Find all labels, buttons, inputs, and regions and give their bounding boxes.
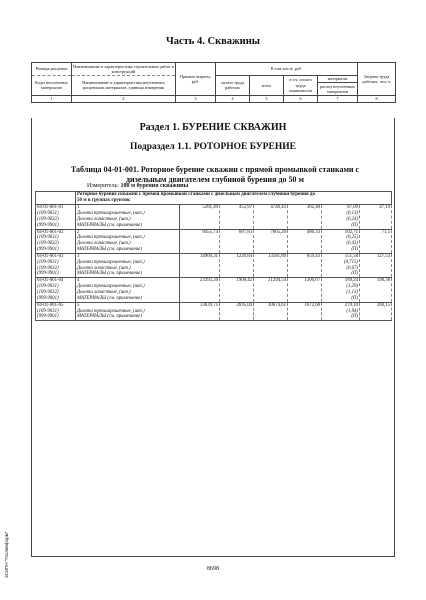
materials-cell	[322, 229, 360, 253]
labor-cost-cell	[220, 302, 254, 321]
operators-cost-cell	[288, 253, 322, 277]
materials-cost: 87,09	[347, 205, 358, 211]
header-col8: Затраты труда рабочих, чел.-ч	[358, 63, 396, 96]
material-name: Долота трехшарошечные, (шт.)	[77, 259, 145, 265]
material-code: (999-9901)	[37, 314, 59, 320]
column-number: 7	[318, 95, 358, 102]
labor-hours-cell	[360, 302, 392, 321]
header-col1-bottom: Коды неучтенных материалов	[32, 75, 72, 95]
material-code: (999-9901)	[37, 271, 59, 277]
column-number: 5	[250, 95, 284, 102]
material-quantity: (0,24)	[346, 216, 358, 222]
column-number: 3	[176, 95, 216, 102]
group-number: 4	[77, 278, 80, 284]
labor-hours: 71,5	[381, 229, 391, 235]
material-quantity: (1,94)	[346, 308, 358, 314]
material-name: МАТЕРИАЛЫ (см. примечание)	[77, 271, 142, 277]
header-col2-bottom: Наименование и характеристика неучтенных расценками материалов, единица измерения	[72, 75, 176, 95]
table-title	[35, 165, 395, 185]
material-quantity: (П)	[351, 271, 358, 277]
part-title: Часть 4. Скважины	[166, 36, 260, 47]
operators-cost-cell	[288, 302, 322, 321]
labor-hours: 280,15	[376, 302, 391, 308]
materials-cell	[322, 278, 360, 302]
intro-empty-cell	[36, 192, 76, 205]
description-cell	[76, 278, 180, 302]
material-code: (999-9901)	[37, 247, 59, 253]
rate-code: 04-01-001-05	[37, 302, 64, 308]
material-quantity: (0,25)	[346, 235, 358, 241]
machines-cost: 30674,61	[268, 302, 286, 308]
direct-cost-cell	[180, 205, 220, 229]
labor-cost-cell	[220, 229, 254, 253]
direct-cost-cell	[180, 253, 220, 277]
materials-cost: 151,58	[344, 253, 358, 259]
direct-cost: 5281,49	[202, 205, 218, 211]
page-number: 8698	[207, 566, 219, 572]
operators-cost: 1672,68	[304, 302, 320, 308]
material-quantity: (1,13)	[346, 290, 358, 295]
machines-cost-cell	[254, 278, 288, 302]
machines-cost-cell	[254, 253, 288, 277]
intro-line: 50 м в группах грунтов:	[77, 198, 131, 204]
material-name: Долота трехшарошечные, (шт.)	[77, 235, 145, 241]
column-number: 1	[32, 95, 72, 102]
material-quantity: (П)	[351, 247, 358, 253]
column-number: 4	[216, 95, 250, 102]
labor-hours: 198,38	[376, 278, 391, 284]
labor-cost: 2695,04	[236, 302, 252, 308]
material-code: (109-9032)	[37, 241, 59, 247]
measurement-label: Измеритель:	[87, 183, 119, 189]
materials-cost: 102,71	[344, 229, 358, 235]
labor-hours-cell	[360, 278, 392, 302]
material-name: Долота лопастные, (шт.)	[77, 241, 131, 247]
header-incl-title: В том числе, руб.	[216, 63, 358, 76]
material-code: (109-9032)	[37, 265, 59, 271]
machines-cost: 21294,54	[268, 278, 286, 284]
materials-cost: 270,10	[344, 302, 358, 308]
code-cell	[36, 253, 76, 277]
labor-cost-cell	[220, 278, 254, 302]
material-name: МАТЕРИАЛЫ (см. примечание)	[77, 295, 142, 301]
description-cell	[76, 302, 180, 321]
direct-cost: 8455,74	[202, 229, 218, 235]
operators-cost: 486,33	[306, 229, 320, 235]
material-code: (999-9901)	[37, 222, 59, 228]
machines-cost: 4740,43	[270, 205, 286, 211]
material-code: (109-9032)	[37, 290, 59, 295]
rate-code: 04-01-001-03	[37, 253, 64, 259]
machines-cost-cell	[254, 302, 288, 321]
header-col1-top: Номера расценок	[32, 63, 72, 76]
operators-cost-cell	[288, 229, 322, 253]
group-number: 2	[77, 229, 80, 235]
material-name: Долота трехшарошечные, (шт.)	[77, 308, 145, 314]
table-title-line: Таблица 04-01-001. Роторное бурение скважин с прямой промывкой станками с	[70, 165, 360, 174]
code-cell	[36, 229, 76, 253]
material-quantity: (П)	[351, 314, 358, 320]
material-name: Долота лопастные, (шт.)	[77, 216, 131, 222]
material-code: (109-9031)	[37, 235, 59, 241]
table-row	[36, 302, 392, 321]
group-number: 5	[77, 302, 80, 308]
section-title: Раздел 1. БУРЕНИЕ СКВАЖИН	[139, 122, 287, 133]
operators-cost: 859,43	[306, 253, 320, 259]
header-materials: материалы	[318, 75, 358, 82]
measurement-value: 100 м бурения скважины	[120, 183, 189, 189]
column-number-row	[32, 95, 396, 102]
direct-cost: 33639,75	[200, 302, 218, 308]
direct-cost: 14960,31	[200, 253, 218, 259]
material-code: (109-9031)	[37, 211, 59, 217]
machines-cost: 13581,89	[268, 253, 286, 259]
table-title-line: дизельным двигателем глубиной бурения до 50 м	[126, 175, 304, 184]
operators-cost: 362,40	[306, 205, 320, 211]
header-col4: оплата труда рабочих	[216, 75, 250, 95]
labor-hours-cell	[360, 253, 392, 277]
description-cell	[76, 205, 180, 229]
material-quantity: (0,715)	[344, 259, 358, 265]
material-code: (109-9031)	[37, 259, 59, 265]
machines-cost-cell	[254, 205, 288, 229]
table-row	[36, 253, 392, 277]
code-cell	[36, 205, 76, 229]
description-cell	[76, 229, 180, 253]
rate-code: 04-01-001-02	[37, 229, 64, 235]
machines-cost: 7665,20	[270, 229, 286, 235]
rates-table-body	[36, 192, 392, 321]
header-col7: расход неучтенных материалов	[318, 83, 358, 96]
direct-cost: 23392,20	[200, 278, 218, 284]
column-number: 8	[358, 95, 396, 102]
materials-cost: 189,24	[344, 278, 358, 284]
operators-cost: 1300,67	[304, 278, 320, 284]
labor-hours: 127,53	[376, 253, 391, 259]
labor-hours: 47,19	[379, 205, 391, 211]
labor-hours-cell	[360, 229, 392, 253]
material-name: МАТЕРИАЛЫ (см. примечание)	[77, 314, 142, 320]
labor-cost: 1908,42	[236, 278, 252, 284]
table-row	[36, 278, 392, 302]
material-name: Долота лопастные, (шт.)	[77, 265, 131, 271]
intro-line: Роторное бурение скважин с прямой промывкой станками с дизельным двигателем глубиной бурения до	[77, 192, 315, 197]
description-cell	[76, 253, 180, 277]
operators-cost-cell	[288, 205, 322, 229]
column-header-table	[31, 62, 396, 103]
material-quantity: (0,67)	[346, 265, 358, 271]
material-name: МАТЕРИАЛЫ (см. примечание)	[77, 247, 142, 253]
subsection-title: Подраздел 1.1. РОТОРНОЕ БУРЕНИЕ	[130, 142, 296, 152]
material-name: Долота трехшарошечные, (шт.)	[77, 211, 145, 217]
header-col6: в т.ч. оплата труда машинистов	[284, 75, 318, 95]
material-code: (999-9901)	[37, 295, 59, 301]
material-name: Долота трехшарошечные, (шт.)	[77, 284, 145, 290]
measurement-unit	[87, 183, 188, 189]
machines-cost-cell	[254, 229, 288, 253]
header-col3: Прямые затраты, руб.	[176, 63, 216, 96]
materials-cell	[322, 302, 360, 321]
code-cell	[36, 278, 76, 302]
direct-cost-cell	[180, 278, 220, 302]
column-number: 2	[72, 95, 176, 102]
material-code: (109-9031)	[37, 308, 59, 314]
group-number: 3	[77, 253, 80, 259]
material-name: МАТЕРИАЛЫ (см. примечание)	[77, 222, 142, 228]
table-intro-row	[36, 192, 392, 205]
material-quantity: (П)	[351, 222, 358, 228]
labor-cost: 1226,84	[236, 253, 252, 259]
material-quantity: (0,43)	[346, 241, 358, 247]
table-row	[36, 205, 392, 229]
rate-code: 04-01-001-01	[37, 205, 64, 211]
direct-cost-cell	[180, 229, 220, 253]
side-watermark: ЗСИПН "Гослинформ"	[4, 531, 9, 578]
material-quantity: (П)	[351, 295, 358, 301]
direct-cost-cell	[180, 302, 220, 321]
header-col2-top: Наименование и характеристика строительных работ и конструкций	[73, 63, 174, 74]
rate-code: 04-01-001-04	[37, 278, 64, 284]
material-quantity: (1,29)	[346, 284, 358, 290]
labor-hours-cell	[360, 205, 392, 229]
materials-cell	[322, 253, 360, 277]
rates-table	[35, 191, 392, 321]
labor-cost-cell	[220, 205, 254, 229]
labor-cost: 687,83	[238, 229, 252, 235]
labor-cost: 453,97	[238, 205, 252, 211]
material-name: Долота лопастные, (шт.)	[77, 290, 131, 295]
header-col5: всего	[250, 75, 284, 95]
material-quantity: (0,13)	[346, 211, 358, 217]
material-code: (109-9032)	[37, 216, 59, 222]
code-cell	[36, 302, 76, 321]
group-number: 1	[77, 205, 80, 211]
operators-cost-cell	[288, 278, 322, 302]
intro-text	[76, 192, 392, 205]
material-code: (109-9031)	[37, 284, 59, 290]
labor-cost-cell	[220, 253, 254, 277]
materials-cell	[322, 205, 360, 229]
column-number: 6	[284, 95, 318, 102]
table-row	[36, 229, 392, 253]
